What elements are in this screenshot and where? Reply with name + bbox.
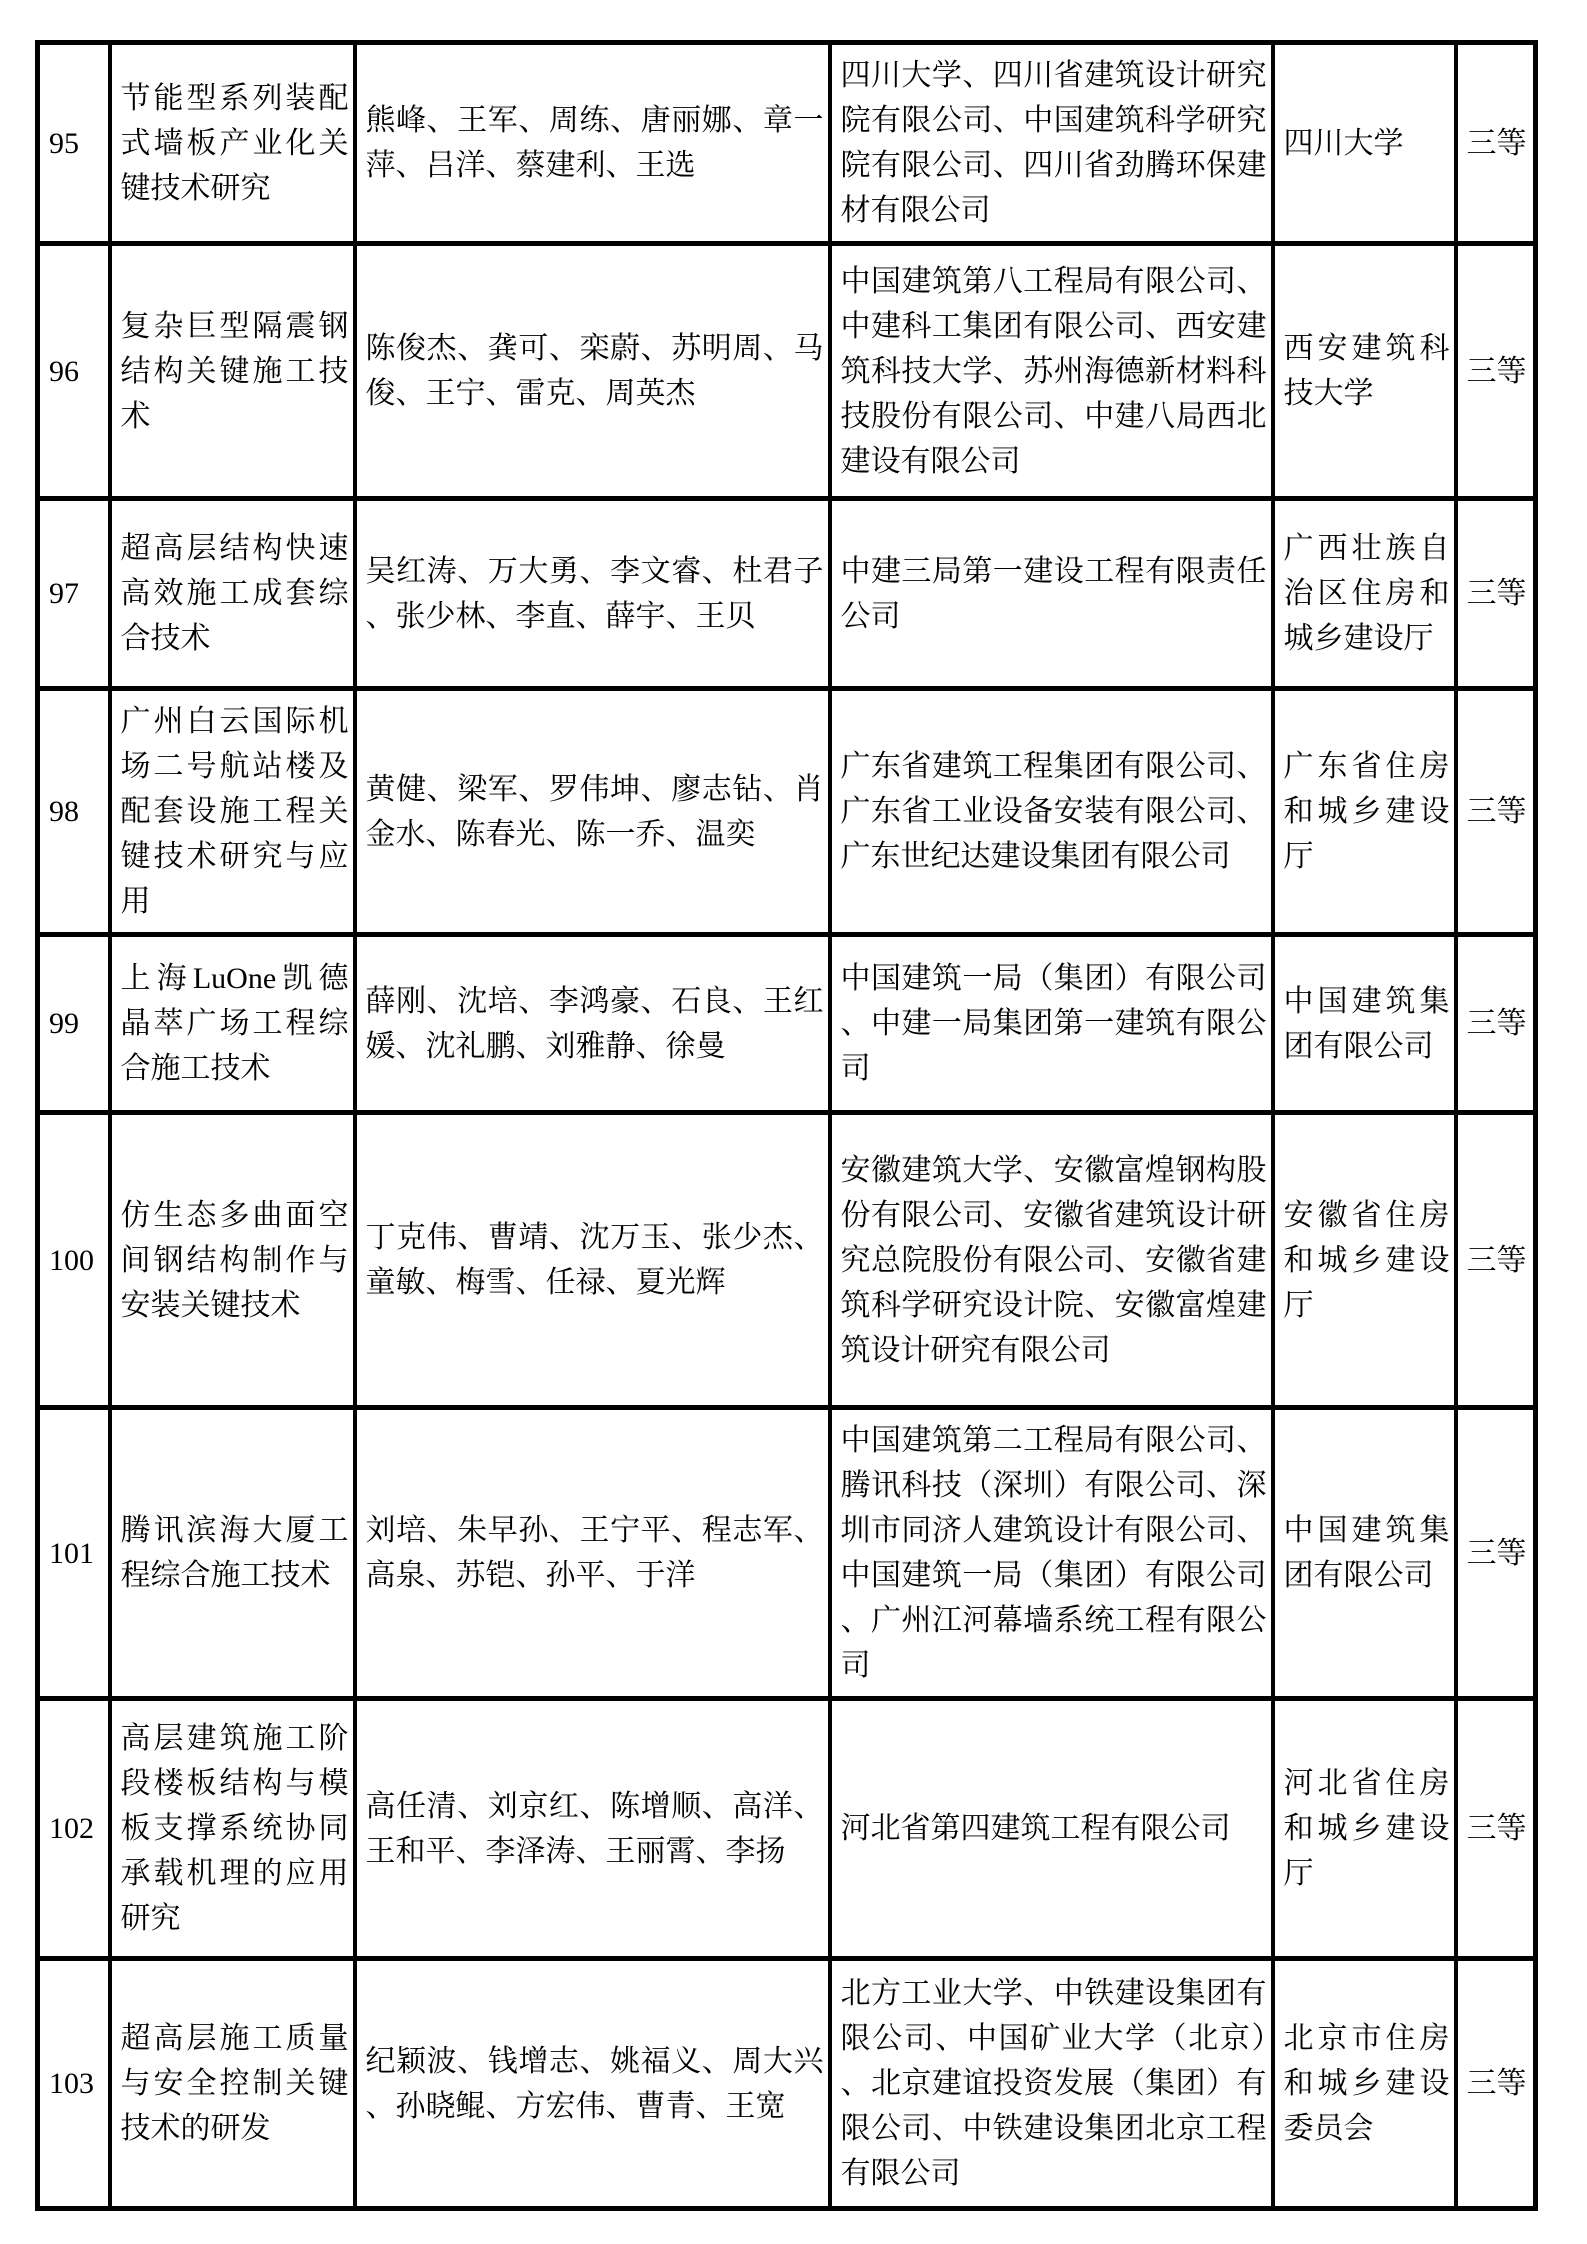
cell-organizations: 中国建筑第八工程局有限公司、中建科工集团有限公司、西安建筑科技大学、苏州海德新材料科技股份有限公司、中建八局西北建设有限公司 bbox=[830, 244, 1273, 499]
table-row bbox=[38, 499, 1536, 689]
cell-award-level: 三等 bbox=[1456, 1699, 1536, 1959]
cell-award-level: 三等 bbox=[1456, 1113, 1536, 1408]
cell-index: 103 bbox=[38, 1959, 110, 2209]
cell-recommender: 北京市住房和城乡建设委员会 bbox=[1273, 1959, 1456, 2209]
cell-project-title: 腾讯滨海大厦工程综合施工技术 bbox=[110, 1408, 355, 1699]
cell-index: 97 bbox=[38, 499, 110, 689]
cell-organizations: 四川大学、四川省建筑设计研究院有限公司、中国建筑科学研究院有限公司、四川省劲腾环保建材有限公司 bbox=[830, 43, 1273, 244]
cell-organizations: 中建三局第一建设工程有限责任公司 bbox=[830, 499, 1273, 689]
cell-project-title: 复杂巨型隔震钢结构关键施工技术 bbox=[110, 244, 355, 499]
cell-recommender: 中国建筑集团有限公司 bbox=[1273, 1408, 1456, 1699]
cell-contributors: 丁克伟、曹靖、沈万玉、张少杰、童敏、梅雪、任禄、夏光辉 bbox=[355, 1113, 830, 1408]
cell-award-level: 三等 bbox=[1456, 244, 1536, 499]
cell-contributors: 刘培、朱早孙、王宁平、程志军、高泉、苏铠、孙平、于洋 bbox=[355, 1408, 830, 1699]
cell-organizations: 中国建筑第二工程局有限公司、腾讯科技（深圳）有限公司、深圳市同济人建筑设计有限公司、中国建筑一局（集团）有限公司、广州江河幕墙系统工程有限公司 bbox=[830, 1408, 1273, 1699]
cell-recommender: 西安建筑科技大学 bbox=[1273, 244, 1456, 499]
table-row bbox=[38, 1959, 1536, 2209]
cell-contributors: 黄健、梁军、罗伟坤、廖志钻、肖金水、陈春光、陈一乔、温奕 bbox=[355, 689, 830, 935]
cell-index: 96 bbox=[38, 244, 110, 499]
cell-award-level: 三等 bbox=[1456, 43, 1536, 244]
cell-contributors: 纪颖波、钱增志、姚福义、周大兴、孙晓鲲、方宏伟、曹青、王宽 bbox=[355, 1959, 830, 2209]
cell-recommender: 广东省住房和城乡建设厅 bbox=[1273, 689, 1456, 935]
document-page bbox=[35, 40, 1533, 2211]
cell-recommender: 中国建筑集团有限公司 bbox=[1273, 935, 1456, 1113]
cell-organizations: 河北省第四建筑工程有限公司 bbox=[830, 1699, 1273, 1959]
cell-contributors: 薛刚、沈培、李鸿豪、石良、王红媛、沈礼鹏、刘雅静、徐曼 bbox=[355, 935, 830, 1113]
cell-award-level: 三等 bbox=[1456, 689, 1536, 935]
cell-organizations: 安徽建筑大学、安徽富煌钢构股份有限公司、安徽省建筑设计研究总院股份有限公司、安徽省建筑科学研究设计院、安徽富煌建筑设计研究有限公司 bbox=[830, 1113, 1273, 1408]
table-row bbox=[38, 1699, 1536, 1959]
table-row bbox=[38, 935, 1536, 1113]
cell-organizations: 中国建筑一局（集团）有限公司、中建一局集团第一建筑有限公司 bbox=[830, 935, 1273, 1113]
cell-award-level: 三等 bbox=[1456, 935, 1536, 1113]
cell-index: 102 bbox=[38, 1699, 110, 1959]
cell-contributors: 熊峰、王军、周练、唐丽娜、章一萍、吕洋、蔡建利、王选 bbox=[355, 43, 830, 244]
cell-recommender: 四川大学 bbox=[1273, 43, 1456, 244]
cell-recommender: 安徽省住房和城乡建设厅 bbox=[1273, 1113, 1456, 1408]
cell-award-level: 三等 bbox=[1456, 1408, 1536, 1699]
cell-index: 99 bbox=[38, 935, 110, 1113]
table-row bbox=[38, 1408, 1536, 1699]
cell-project-title: 节能型系列装配式墙板产业化关键技术研究 bbox=[110, 43, 355, 244]
table-row bbox=[38, 1113, 1536, 1408]
cell-award-level: 三等 bbox=[1456, 1959, 1536, 2209]
cell-organizations: 北方工业大学、中铁建设集团有限公司、中国矿业大学（北京）、北京建谊投资发展（集团）有限公司、中铁建设集团北京工程有限公司 bbox=[830, 1959, 1273, 2209]
cell-index: 100 bbox=[38, 1113, 110, 1408]
cell-project-title: 高层建筑施工阶段楼板结构与模板支撑系统协同承载机理的应用研究 bbox=[110, 1699, 355, 1959]
cell-recommender: 广西壮族自治区住房和城乡建设厅 bbox=[1273, 499, 1456, 689]
table-row bbox=[38, 689, 1536, 935]
cell-index: 101 bbox=[38, 1408, 110, 1699]
award-table-body bbox=[38, 43, 1536, 2209]
cell-organizations: 广东省建筑工程集团有限公司、广东省工业设备安装有限公司、广东世纪达建设集团有限公司 bbox=[830, 689, 1273, 935]
cell-contributors: 吴红涛、万大勇、李文睿、杜君子、张少林、李直、薛宇、王贝 bbox=[355, 499, 830, 689]
cell-project-title: 上海LuOne凯德晶萃广场工程综合施工技术 bbox=[110, 935, 355, 1113]
cell-index: 95 bbox=[38, 43, 110, 244]
award-table bbox=[35, 40, 1538, 2211]
cell-project-title: 超高层结构快速高效施工成套综合技术 bbox=[110, 499, 355, 689]
cell-project-title: 超高层施工质量与安全控制关键技术的研发 bbox=[110, 1959, 355, 2209]
cell-award-level: 三等 bbox=[1456, 499, 1536, 689]
cell-index: 98 bbox=[38, 689, 110, 935]
cell-project-title: 仿生态多曲面空间钢结构制作与安装关键技术 bbox=[110, 1113, 355, 1408]
cell-project-title: 广州白云国际机场二号航站楼及配套设施工程关键技术研究与应用 bbox=[110, 689, 355, 935]
table-row bbox=[38, 244, 1536, 499]
cell-contributors: 陈俊杰、龚可、栾蔚、苏明周、马俊、王宁、雷克、周英杰 bbox=[355, 244, 830, 499]
cell-recommender: 河北省住房和城乡建设厅 bbox=[1273, 1699, 1456, 1959]
cell-contributors: 高任清、刘京红、陈增顺、高洋、王和平、李泽涛、王丽霄、李扬 bbox=[355, 1699, 830, 1959]
table-row bbox=[38, 43, 1536, 244]
